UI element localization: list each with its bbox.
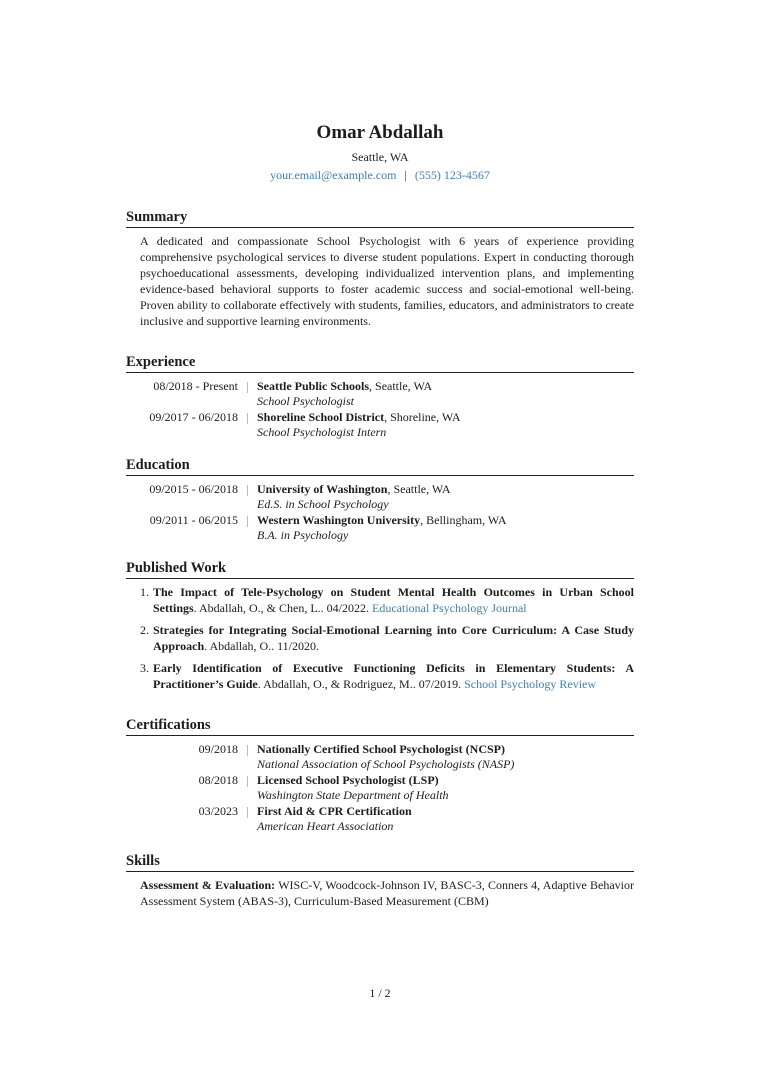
skills-list: WISC-V, Woodcock-Johnson IV, BASC-3, Conners 4, Adaptive Behavior Assessment System (ABAS-3), Curriculum-Based Measurement (CBM) bbox=[140, 878, 635, 908]
resume-header bbox=[126, 120, 634, 184]
published-heading: Published Work bbox=[126, 559, 634, 579]
publication-authors: . Abdallah, O., & Chen, L.. 04/2022. bbox=[193, 600, 372, 615]
publication-title: Early Identification of Executive Functioning Deficits in Elementary Students: A Practitioner’s Guide bbox=[153, 661, 634, 691]
entry-org: University of Washington bbox=[257, 482, 388, 496]
resume-page bbox=[126, 120, 634, 909]
entry-body bbox=[257, 379, 432, 409]
page-number: 1 / 2 bbox=[369, 986, 391, 1000]
contact-separator: | bbox=[404, 168, 407, 182]
certification-name: Nationally Certified School Psychologist (NCSP) bbox=[257, 742, 505, 756]
entry-divider bbox=[247, 807, 248, 818]
education-entry bbox=[140, 482, 634, 512]
certification-issuer: Washington State Department of Health bbox=[257, 788, 449, 802]
entry-date: 09/2018 bbox=[198, 742, 238, 756]
publication-item bbox=[140, 623, 634, 654]
publication-number: 2. bbox=[140, 623, 149, 637]
education-heading: Education bbox=[126, 456, 634, 476]
entry-body bbox=[257, 410, 461, 440]
entry-role: School Psychologist Intern bbox=[257, 425, 387, 439]
publication-list bbox=[126, 585, 634, 692]
entry-divider bbox=[247, 776, 248, 787]
entry-body bbox=[257, 742, 514, 772]
entry-date: 03/2023 bbox=[198, 804, 238, 818]
skills-text bbox=[140, 877, 634, 909]
entry-date: 09/2011 - 06/2015 bbox=[149, 513, 238, 527]
entry-body bbox=[257, 804, 412, 834]
entry-role: School Psychologist bbox=[257, 394, 354, 408]
certification-issuer: National Association of School Psychologists (NASP) bbox=[257, 757, 515, 771]
certifications-heading: Certifications bbox=[126, 716, 634, 736]
entry-divider bbox=[247, 745, 248, 756]
candidate-name: Omar Abdallah bbox=[316, 122, 444, 143]
publication-title: The Impact of Tele-Psychology on Student Mental Health Outcomes in Urban School Settings bbox=[153, 585, 634, 615]
entry-body bbox=[257, 773, 449, 803]
publication-authors: . Abdallah, O.. 11/2020. bbox=[204, 638, 320, 653]
skills-category: Assessment & Evaluation: bbox=[140, 878, 276, 892]
publication-authors: . Abdallah, O., & Rodriguez, M.. 07/2019. bbox=[257, 676, 465, 691]
publication-item bbox=[140, 661, 634, 692]
entry-date: 08/2018 - Present bbox=[153, 379, 238, 393]
entry-date: 09/2015 - 06/2018 bbox=[149, 482, 238, 496]
publication-title: Strategies for Integrating Social-Emotional Learning into Core Curriculum: A Case Study Approach bbox=[153, 623, 634, 653]
publication-number: 1. bbox=[140, 585, 149, 599]
summary-section bbox=[126, 208, 634, 329]
entry-body bbox=[257, 513, 507, 543]
email-link[interactable]: your.email@example.com bbox=[270, 168, 397, 182]
certification-name: Licensed School Psychologist (LSP) bbox=[257, 773, 439, 787]
entry-divider bbox=[247, 516, 248, 527]
certification-entry bbox=[140, 804, 634, 834]
summary-text: A dedicated and compassionate School Psychologist with 6 years of experience providing comprehensive psychological services to diverse student populations. Expert in conducting thorough psychoeducational assessments, developing individualized intervention plans, and implementing evidence-based behavioral supports to foster academic success and social-emotional well-being. Proven ability to collaborate effectively with students, families, educators, and administrators to create inclusive and supportive learning environments. bbox=[140, 234, 634, 328]
experience-heading: Experience bbox=[126, 353, 634, 373]
certifications-section bbox=[126, 716, 634, 834]
candidate-location: Seattle, WA bbox=[351, 150, 409, 164]
entry-location: , Seattle, WA bbox=[369, 379, 433, 393]
experience-entry bbox=[140, 410, 634, 440]
education-section bbox=[126, 456, 634, 543]
entry-date: 09/2017 - 06/2018 bbox=[149, 410, 238, 424]
entry-location: , Shoreline, WA bbox=[384, 410, 461, 424]
entry-body bbox=[257, 482, 451, 512]
experience-entry bbox=[140, 379, 634, 409]
certification-entry bbox=[140, 742, 634, 772]
skills-heading: Skills bbox=[126, 852, 634, 872]
entry-org: Seattle Public Schools bbox=[257, 379, 370, 393]
contact-line bbox=[126, 166, 634, 184]
entry-org: Shoreline School District bbox=[257, 410, 385, 424]
entry-location: , Bellingham, WA bbox=[420, 513, 507, 527]
certification-name: First Aid & CPR Certification bbox=[257, 804, 412, 818]
experience-section bbox=[126, 353, 634, 440]
published-section bbox=[126, 559, 634, 692]
summary-heading: Summary bbox=[126, 208, 634, 228]
entry-role: B.A. in Psychology bbox=[257, 528, 349, 542]
publication-venue-link[interactable]: School Psychology Review bbox=[464, 676, 597, 691]
entry-divider bbox=[247, 413, 248, 424]
entry-date: 08/2018 bbox=[198, 773, 238, 787]
certification-entry bbox=[140, 773, 634, 803]
entry-org: Western Washington University bbox=[257, 513, 421, 527]
skills-section bbox=[126, 852, 634, 909]
publication-item bbox=[140, 585, 634, 616]
entry-divider bbox=[247, 382, 248, 393]
entry-location: , Seattle, WA bbox=[387, 482, 451, 496]
entry-divider bbox=[247, 485, 248, 496]
entry-role: Ed.S. in School Psychology bbox=[257, 497, 389, 511]
certification-issuer: American Heart Association bbox=[257, 819, 394, 833]
phone-link[interactable]: (555) 123-4567 bbox=[414, 168, 490, 182]
publication-number: 3. bbox=[140, 661, 149, 675]
publication-venue-link[interactable]: Educational Psychology Journal bbox=[372, 600, 527, 615]
education-entry bbox=[140, 513, 634, 543]
